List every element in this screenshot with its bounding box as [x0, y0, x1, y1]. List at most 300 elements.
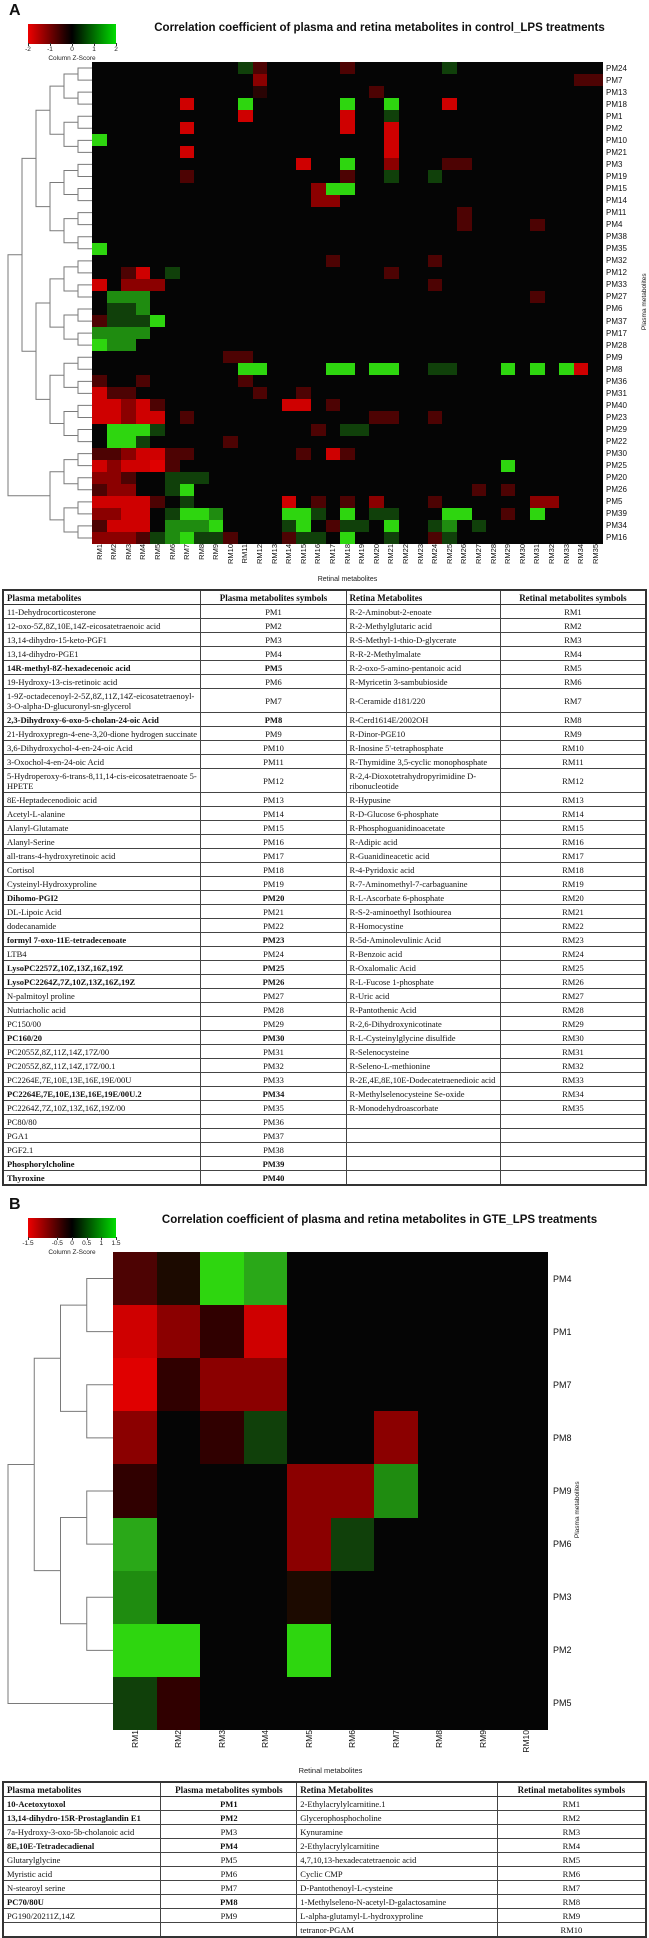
heatmap-cell — [515, 219, 530, 231]
heatmap-cell — [355, 195, 370, 207]
heatmap-cell — [253, 496, 268, 508]
heatmap-cell — [559, 279, 574, 291]
heatmap-cell — [194, 195, 209, 207]
col-label: RM9 — [211, 544, 221, 560]
panel-a-label: A — [9, 2, 21, 19]
retina-symbol-cell: RM7 — [500, 689, 646, 713]
heatmap-cell — [282, 146, 297, 158]
heatmap-cell — [238, 98, 253, 110]
col-label: RM2 — [109, 544, 119, 560]
heatmap-cell — [588, 424, 603, 436]
heatmap-cell — [355, 183, 370, 195]
retina-symbol-cell: RM33 — [500, 1073, 646, 1087]
heatmap-cell — [238, 448, 253, 460]
heatmap-cell — [92, 484, 107, 496]
table-row — [3, 769, 646, 793]
heatmap-cell — [194, 339, 209, 351]
heatmap-cell — [340, 74, 355, 86]
heatmap-cell — [545, 98, 560, 110]
heatmap-cell — [331, 1624, 375, 1677]
heatmap-cell — [369, 110, 384, 122]
heatmap-cell — [136, 508, 151, 520]
plasma-symbol-cell: PM31 — [201, 1045, 346, 1059]
heatmap-cell — [223, 146, 238, 158]
heatmap-cell — [92, 375, 107, 387]
tick-label: -2 — [25, 46, 31, 53]
heatmap-cell — [136, 279, 151, 291]
heatmap-cell — [515, 98, 530, 110]
heatmap-cell — [457, 255, 472, 267]
heatmap-cell — [515, 110, 530, 122]
retina-symbol-cell: RM12 — [500, 769, 646, 793]
heatmap-cell — [121, 532, 136, 544]
heatmap-cell — [121, 195, 136, 207]
heatmap-cell — [311, 219, 326, 231]
heatmap-cell — [574, 339, 589, 351]
heatmap-a — [92, 62, 603, 544]
heatmap-cell — [223, 291, 238, 303]
heatmap-cell — [238, 303, 253, 315]
retina-symbol-cell: RM6 — [500, 675, 646, 689]
heatmap-cell — [374, 1677, 418, 1730]
heatmap-cell — [545, 424, 560, 436]
heatmap-cell — [253, 74, 268, 86]
heatmap-cell — [180, 219, 195, 231]
heatmap-cell — [107, 146, 122, 158]
heatmap-cell — [472, 520, 487, 532]
heatmap-cell — [486, 424, 501, 436]
heatmap-cell — [150, 496, 165, 508]
heatmap-cell — [180, 303, 195, 315]
retina-symbol-cell: RM11 — [500, 755, 646, 769]
heatmap-cell — [530, 363, 545, 375]
retina-symbol-cell: RM3 — [500, 633, 646, 647]
retina-symbol-cell — [500, 1157, 646, 1171]
heatmap-cell — [588, 86, 603, 98]
table-row — [3, 905, 646, 919]
heatmap-cell — [486, 387, 501, 399]
heatmap-cell — [326, 460, 341, 472]
heatmap-cell — [326, 146, 341, 158]
heatmap-cell — [472, 363, 487, 375]
heatmap-cell — [588, 315, 603, 327]
heatmap-cell — [165, 472, 180, 484]
heatmap-cell — [588, 436, 603, 448]
heatmap-cell — [223, 279, 238, 291]
heatmap-cell — [282, 387, 297, 399]
heatmap-cell — [238, 411, 253, 423]
tick-label: 0 — [70, 1240, 74, 1247]
heatmap-cell — [209, 170, 224, 182]
heatmap-cell — [559, 255, 574, 267]
heatmap-cell — [267, 219, 282, 231]
heatmap-cell — [472, 339, 487, 351]
heatmap-cell — [355, 62, 370, 74]
row-label: PM16 — [606, 533, 627, 543]
heatmap-cell — [311, 472, 326, 484]
heatmap-cell — [209, 339, 224, 351]
heatmap-cell — [486, 496, 501, 508]
heatmap-cell — [442, 291, 457, 303]
heatmap-cell — [282, 399, 297, 411]
heatmap-cell — [355, 532, 370, 544]
heatmap-cell — [588, 146, 603, 158]
heatmap-cell — [574, 122, 589, 134]
heatmap-cell — [296, 363, 311, 375]
row-label: PM23 — [606, 412, 627, 422]
heatmap-cell — [194, 496, 209, 508]
table-row — [3, 727, 646, 741]
row-label: PM5 — [553, 1698, 572, 1709]
heatmap-cell — [486, 98, 501, 110]
heatmap-cell — [515, 520, 530, 532]
heatmap-cell — [472, 267, 487, 279]
heatmap-cell — [238, 74, 253, 86]
heatmap-cell — [244, 1571, 288, 1624]
heatmap-cell — [369, 303, 384, 315]
heatmap-cell — [384, 411, 399, 423]
plasma-metabolite-cell: PGF2.1 — [3, 1143, 201, 1157]
heatmap-cell — [399, 315, 414, 327]
table-row — [3, 633, 646, 647]
heatmap-cell — [238, 339, 253, 351]
heatmap-cell — [384, 279, 399, 291]
heatmap-cell — [180, 146, 195, 158]
heatmap-cell — [530, 219, 545, 231]
heatmap-cell — [574, 484, 589, 496]
heatmap-cell — [501, 207, 516, 219]
plasma-metabolite-cell: 3-Oxochol-4-en-24-oic Acid — [3, 755, 201, 769]
heatmap-cell — [92, 158, 107, 170]
heatmap-cell — [194, 267, 209, 279]
heatmap-cell — [244, 1464, 288, 1517]
col-label: RM33 — [561, 544, 571, 565]
plasma-metabolite-cell: Acetyl-L-alanine — [3, 807, 201, 821]
heatmap-cell — [267, 520, 282, 532]
heatmap-cell — [472, 255, 487, 267]
plasma-metabolite-cell: Alanyl-Serine — [3, 835, 201, 849]
row-label: PM35 — [606, 244, 627, 254]
heatmap-cell — [121, 351, 136, 363]
heatmap-cell — [442, 231, 457, 243]
heatmap-cell — [559, 387, 574, 399]
heatmap-cell — [399, 243, 414, 255]
heatmap-cell — [107, 62, 122, 74]
heatmap-cell — [355, 387, 370, 399]
heatmap-cell — [545, 74, 560, 86]
heatmap-cell — [209, 110, 224, 122]
heatmap-cell — [399, 472, 414, 484]
heatmap-cell — [165, 219, 180, 231]
heatmap-cell — [136, 110, 151, 122]
heatmap-cell — [253, 243, 268, 255]
plasma-symbol-cell: PM12 — [201, 769, 346, 793]
heatmap-cell — [107, 86, 122, 98]
heatmap-cell — [194, 255, 209, 267]
heatmap-cell — [209, 363, 224, 375]
heatmap-cell — [244, 1411, 288, 1464]
heatmap-cell — [209, 472, 224, 484]
retina-symbol-cell: RM27 — [500, 989, 646, 1003]
heatmap-cell — [501, 351, 516, 363]
heatmap-cell — [413, 460, 428, 472]
heatmap-cell — [282, 508, 297, 520]
heatmap-cell — [165, 122, 180, 134]
heatmap-cell — [326, 399, 341, 411]
heatmap-cell — [369, 399, 384, 411]
retina-symbol-cell: RM24 — [500, 947, 646, 961]
heatmap-cell — [545, 484, 560, 496]
heatmap-cell — [136, 532, 151, 544]
heatmap-cell — [355, 520, 370, 532]
heatmap-cell — [530, 183, 545, 195]
heatmap-cell — [340, 363, 355, 375]
heatmap-cell — [442, 448, 457, 460]
heatmap-cell — [369, 315, 384, 327]
heatmap-cell — [296, 327, 311, 339]
col-label: RM25 — [444, 544, 454, 565]
heatmap-cell — [150, 448, 165, 460]
heatmap-cell — [559, 460, 574, 472]
heatmap-cell — [150, 219, 165, 231]
heatmap-cell — [399, 508, 414, 520]
heatmap-cell — [209, 375, 224, 387]
heatmap-cell — [267, 363, 282, 375]
heatmap-cell — [331, 1518, 375, 1571]
heatmap-cell — [369, 267, 384, 279]
plasma-metabolite-cell — [3, 1923, 161, 1938]
heatmap-cell — [282, 170, 297, 182]
retina-metabolite-cell: R-Myricetin 3-sambubioside — [346, 675, 500, 689]
heatmap-cell — [121, 387, 136, 399]
heatmap-cell — [223, 183, 238, 195]
heatmap-cell — [92, 62, 107, 74]
heatmap-cell — [121, 158, 136, 170]
heatmap-cell — [107, 74, 122, 86]
heatmap-cell — [92, 255, 107, 267]
heatmap-cell — [194, 243, 209, 255]
heatmap-cell — [505, 1624, 549, 1677]
heatmap-cell — [588, 110, 603, 122]
heatmap-cell — [428, 532, 443, 544]
heatmap-cell — [150, 411, 165, 423]
retina-metabolite-cell: R-Cerd1614E/2002OH — [346, 713, 500, 727]
heatmap-cell — [559, 351, 574, 363]
heatmap-cell — [238, 255, 253, 267]
retina-metabolite-cell: R-Seleno-L-methionine — [346, 1059, 500, 1073]
heatmap-cell — [399, 387, 414, 399]
heatmap-cell — [428, 387, 443, 399]
plasma-symbol-cell: PM5 — [161, 1853, 297, 1867]
heatmap-cell — [92, 134, 107, 146]
heatmap-cell — [209, 387, 224, 399]
heatmap-cell — [384, 303, 399, 315]
heatmap-cell — [287, 1518, 331, 1571]
heatmap-cell — [559, 303, 574, 315]
heatmap-cell — [457, 110, 472, 122]
plasma-metabolite-cell: PC150/00 — [3, 1017, 201, 1031]
heatmap-cell — [399, 424, 414, 436]
retina-metabolite-cell: R-D-Glucose 6-phosphate — [346, 807, 500, 821]
heatmap-cell — [545, 158, 560, 170]
heatmap-cell — [223, 472, 238, 484]
heatmap-cell — [501, 279, 516, 291]
heatmap-cell — [442, 399, 457, 411]
plasma-metabolite-cell: Cysteinyl-Hydroxyproline — [3, 877, 201, 891]
retina-metabolite-cell: R-2E,4E,8E,10E-Dodecatetraenedioic acid — [346, 1073, 500, 1087]
heatmap-cell — [180, 387, 195, 399]
heatmap-cell — [107, 315, 122, 327]
heatmap-cell — [165, 158, 180, 170]
heatmap-cell — [326, 436, 341, 448]
heatmap-cell — [442, 351, 457, 363]
row-label: PM3 — [606, 159, 623, 169]
heatmap-cell — [530, 315, 545, 327]
heatmap-cell — [588, 158, 603, 170]
heatmap-cell — [209, 436, 224, 448]
heatmap-cell — [238, 315, 253, 327]
plasma-symbol-cell: PM6 — [161, 1867, 297, 1881]
heatmap-cell — [413, 219, 428, 231]
heatmap-cell — [374, 1518, 418, 1571]
heatmap-cell — [238, 375, 253, 387]
heatmap-cell — [399, 411, 414, 423]
plasma-symbol-cell: PM8 — [201, 713, 346, 727]
heatmap-cell — [238, 231, 253, 243]
heatmap-cell — [588, 460, 603, 472]
table-row — [3, 933, 646, 947]
heatmap-cell — [296, 448, 311, 460]
heatmap-cell — [501, 375, 516, 387]
heatmap-cell — [194, 303, 209, 315]
table-row — [3, 1867, 646, 1881]
heatmap-cell — [486, 195, 501, 207]
heatmap-cell — [369, 327, 384, 339]
retina-symbol-cell: RM19 — [500, 877, 646, 891]
heatmap-cell — [399, 496, 414, 508]
heatmap-cell — [238, 460, 253, 472]
heatmap-cell — [399, 351, 414, 363]
heatmap-cell — [340, 279, 355, 291]
heatmap-cell — [107, 339, 122, 351]
heatmap-cell — [545, 303, 560, 315]
heatmap-cell — [267, 327, 282, 339]
heatmap-cell — [244, 1518, 288, 1571]
plasma-metabolite-cell: formyl 7-oxo-11E-tetradecenoate — [3, 933, 201, 947]
heatmap-cell — [369, 411, 384, 423]
heatmap-cell — [238, 508, 253, 520]
heatmap-cell — [413, 86, 428, 98]
row-label: PM10 — [606, 135, 627, 145]
heatmap-cell — [296, 219, 311, 231]
plasma-metabolite-cell: Alanyl-Glutamate — [3, 821, 201, 835]
heatmap-cell — [253, 375, 268, 387]
heatmap-cell — [267, 146, 282, 158]
heatmap-cell — [340, 339, 355, 351]
heatmap-cell — [296, 255, 311, 267]
heatmap-cell — [326, 496, 341, 508]
row-label: PM1 — [553, 1326, 572, 1337]
plasma-symbol-cell: PM32 — [201, 1059, 346, 1073]
heatmap-cell — [472, 134, 487, 146]
heatmap-cell — [200, 1624, 244, 1677]
heatmap-cell — [574, 110, 589, 122]
heatmap-cell — [209, 86, 224, 98]
heatmap-cell — [559, 110, 574, 122]
heatmap-cell — [340, 399, 355, 411]
heatmap-cell — [180, 195, 195, 207]
heatmap-cell — [545, 496, 560, 508]
heatmap-cell — [238, 110, 253, 122]
heatmap-cell — [574, 267, 589, 279]
plasma-symbol-cell: PM16 — [201, 835, 346, 849]
heatmap-cell — [121, 219, 136, 231]
heatmap-cell — [442, 243, 457, 255]
row-label: PM14 — [606, 196, 627, 206]
heatmap-cell — [530, 484, 545, 496]
heatmap-cell — [150, 460, 165, 472]
heatmap-cell — [282, 243, 297, 255]
plasma-metabolite-cell: 1-9Z-octadecenoyl-2-5Z,8Z,11Z,14Z-eicosatetraenoyl-3-O-alpha-D-glucuronyl-sn-glycerol — [3, 689, 201, 713]
heatmap-cell — [200, 1518, 244, 1571]
heatmap-cell — [340, 520, 355, 532]
heatmap-cell — [136, 327, 151, 339]
heatmap-cell — [530, 62, 545, 74]
table-row — [3, 919, 646, 933]
retina-symbol-cell: RM2 — [497, 1811, 646, 1825]
heatmap-cell — [282, 158, 297, 170]
heatmap-cell — [588, 532, 603, 544]
heatmap-cell — [472, 146, 487, 158]
heatmap-cell — [150, 339, 165, 351]
heatmap-cell — [165, 146, 180, 158]
plasma-symbol-cell — [161, 1923, 297, 1938]
heatmap-cell — [121, 74, 136, 86]
heatmap-cell — [296, 303, 311, 315]
heatmap-cell — [588, 279, 603, 291]
heatmap-cell — [200, 1571, 244, 1624]
heatmap-cell — [194, 74, 209, 86]
heatmap-cell — [515, 387, 530, 399]
heatmap-cell — [194, 436, 209, 448]
heatmap-cell — [530, 411, 545, 423]
heatmap-cell — [374, 1305, 418, 1358]
heatmap-cell — [384, 86, 399, 98]
heatmap-cell — [107, 122, 122, 134]
heatmap-cell — [326, 231, 341, 243]
plasma-symbol-cell: PM19 — [201, 877, 346, 891]
heatmap-cell — [92, 315, 107, 327]
heatmap-cell — [180, 122, 195, 134]
row-label: PM22 — [606, 436, 627, 446]
heatmap-cell — [530, 532, 545, 544]
heatmap-cell — [107, 436, 122, 448]
heatmap-cell — [515, 315, 530, 327]
heatmap-cell — [515, 508, 530, 520]
heatmap-cell — [311, 351, 326, 363]
heatmap-cell — [267, 170, 282, 182]
heatmap-cell — [165, 411, 180, 423]
heatmap-cell — [200, 1677, 244, 1730]
heatmap-cell — [442, 303, 457, 315]
heatmap-cell — [340, 532, 355, 544]
heatmap-cell — [150, 62, 165, 74]
heatmap-cell — [472, 387, 487, 399]
retina-symbol-cell: RM6 — [497, 1867, 646, 1881]
heatmap-cell — [223, 399, 238, 411]
heatmap-cell — [296, 351, 311, 363]
heatmap-cell — [267, 375, 282, 387]
